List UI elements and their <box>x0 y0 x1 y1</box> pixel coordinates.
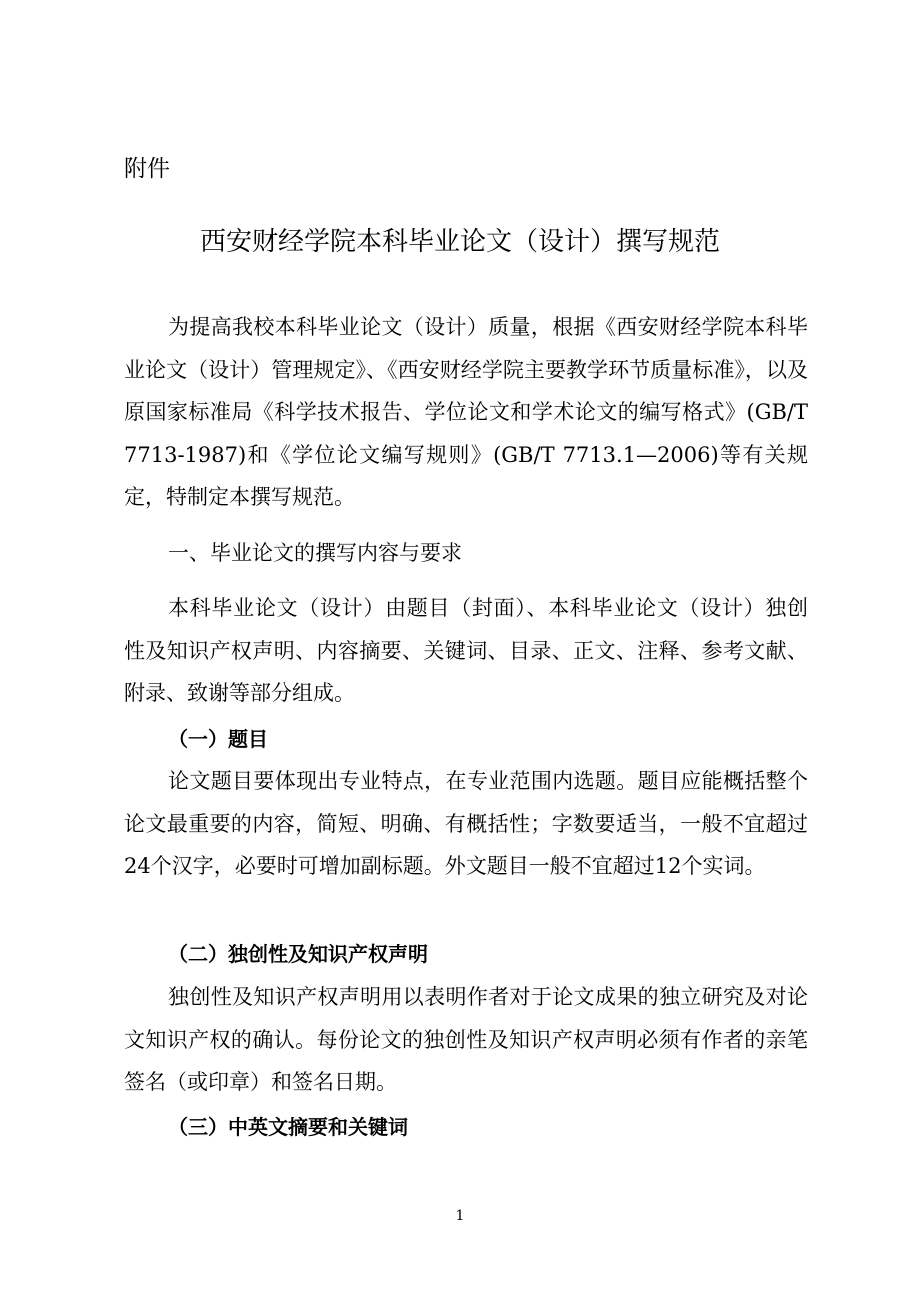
subsection-heading-title: （一）题目 <box>168 727 268 751</box>
section-1-paragraph: 本科毕业论文（设计）由题目（封面）、本科毕业论文（设计）独创性及知识产权声明、内容摘要、关键词、目录、正文、注释、参考文献、附录、致谢等部分组成。 <box>124 596 808 705</box>
page-title: 西安财经学院本科毕业论文（设计）撰写规范 <box>199 227 720 257</box>
page-number: 1 <box>455 1208 465 1224</box>
subsection-title-paragraph: 论文题目要体现出专业特点，在专业范围内选题。题目应能概括整个论文最重要的内容，简短、明确、有概括性；字数要适当，一般不宜超过24个汉字，必要时可增加副标题。外文题目一般不宜超过12个实词。 <box>124 769 808 878</box>
subsection-declaration-paragraph: 独创性及知识产权声明用以表明作者对于论文成果的独立研究及对论文知识产权的确认。每份论文的独创性及知识产权声明必须有作者的亲笔签名（或印章）和签名日期。 <box>124 985 808 1094</box>
section-heading-1: 一、毕业论文的撰写内容与要求 <box>168 541 462 565</box>
subsection-heading-abstract: （三）中英文摘要和关键词 <box>168 1115 408 1139</box>
subsection-heading-declaration: （二）独创性及知识产权声明 <box>168 942 428 966</box>
attachment-label: 附件 <box>124 156 170 182</box>
intro-paragraph: 为提高我校本科毕业论文（设计）质量，根据《西安财经学院本科毕业论文（设计）管理规定》、《西安财经学院主要教学环节质量标准》，以及原国家标准局《科学技术报告、学位论文和学术论文的编写格式》(GB/T 7713-1987)和《学位论文编写规则》(GB/T 7713.1—2006)等有关规定，特制定本撰写规范。 <box>124 315 808 509</box>
